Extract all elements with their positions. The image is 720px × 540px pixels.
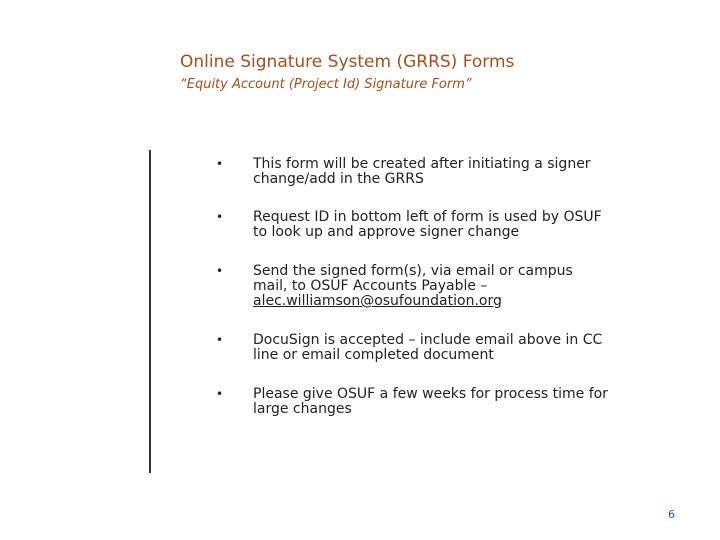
bullet-text — [253, 264, 633, 309]
bullet-marker: • — [216, 264, 224, 278]
bullet-marker: • — [216, 210, 224, 224]
bullet-marker: • — [216, 333, 224, 347]
bullet-marker: • — [216, 387, 224, 401]
bullet-text — [253, 210, 633, 240]
bullet-line: line or email completed document — [253, 347, 494, 363]
bullet-line: Send the signed form(s), via email or campus — [253, 263, 573, 279]
bullet-text — [253, 387, 633, 417]
vertical-divider — [149, 150, 151, 473]
bullet-marker: • — [216, 157, 224, 171]
bullet-line: mail, to OSUF Accounts Payable – — [253, 278, 488, 294]
email-link[interactable]: alec.williamson@osufoundation.org — [253, 293, 502, 309]
bullet-line: to look up and approve signer change — [253, 224, 520, 240]
bullet-line: Please give OSUF a few weeks for process time for — [253, 386, 608, 402]
bullet-line: This form will be created after initiating a signer — [253, 156, 591, 172]
slide-subtitle: “Equity Account (Project Id) Signature Form” — [180, 77, 472, 92]
bullet-line: large changes — [253, 401, 352, 417]
bullet-line: change/add in the GRRS — [253, 171, 424, 187]
bullet-text — [253, 333, 633, 363]
bullet-line: DocuSign is accepted – include email above in CC — [253, 332, 603, 348]
slide-title: Online Signature System (GRRS) Forms — [180, 52, 515, 72]
bullet-line: Request ID in bottom left of form is used by OSUF — [253, 209, 602, 225]
page-number: 6 — [668, 508, 675, 521]
bullet-text — [253, 157, 633, 187]
